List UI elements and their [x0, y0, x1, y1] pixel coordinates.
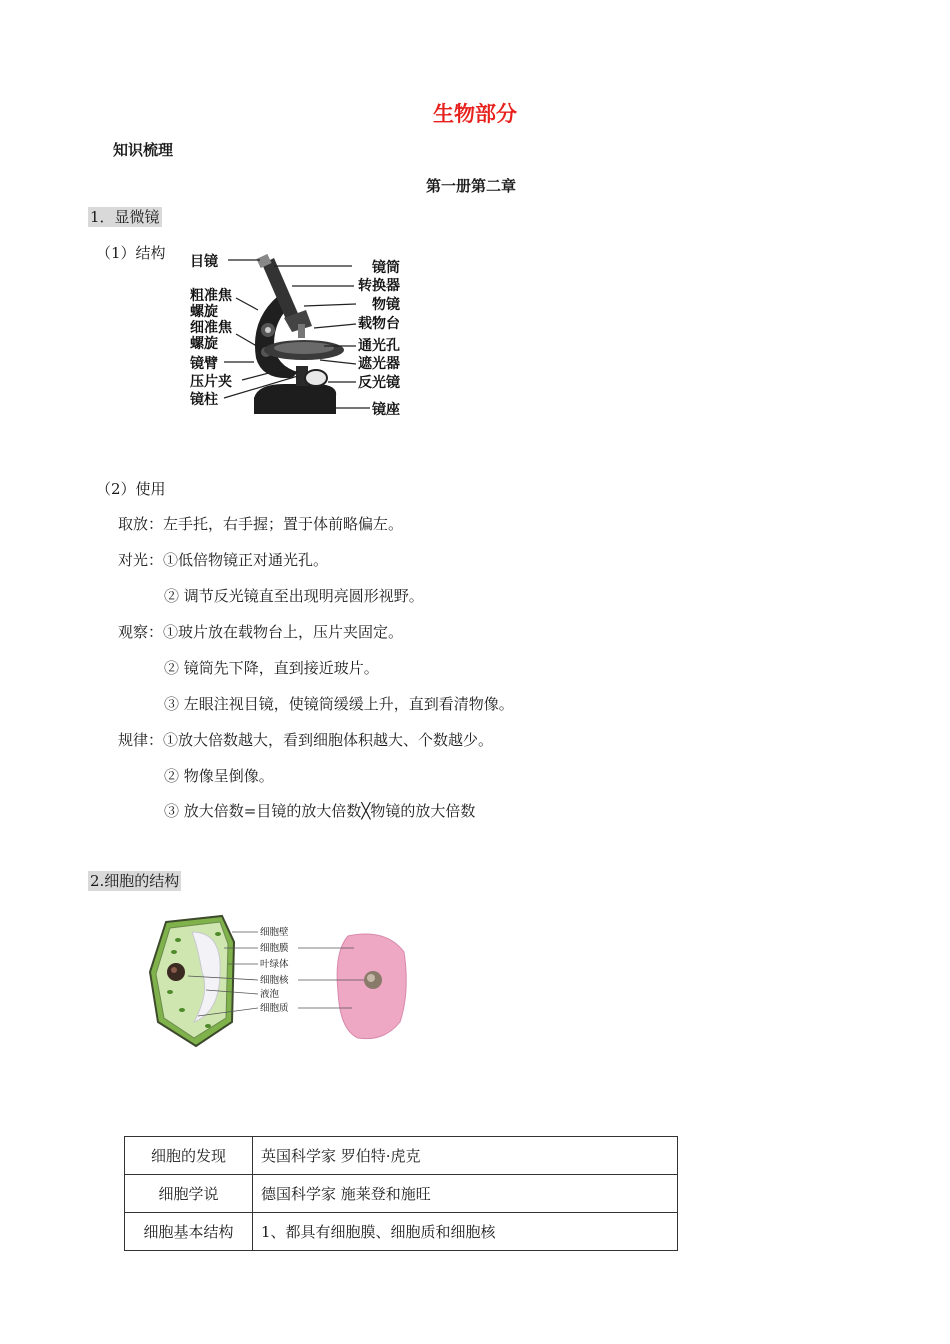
label-clip: 压片夹 — [190, 374, 232, 390]
microscope-diagram — [188, 248, 412, 424]
table-row — [125, 1175, 678, 1213]
usage-line-observe-2: ② 镜筒先下降，直到接近玻片。 — [164, 659, 379, 677]
usage-line-take: 取放：左手托，右手握；置于体前略偏左。 — [118, 515, 404, 533]
table-row — [125, 1137, 678, 1175]
label-mirror: 反光镜 — [358, 375, 400, 391]
label-pillar: 镜柱 — [190, 392, 218, 408]
mirror — [305, 370, 327, 386]
usage-line-rule-3: ③ 放大倍数=目镜的放大倍数╳物镜的放大倍数 — [164, 802, 476, 820]
objective — [298, 324, 305, 338]
microscope-base — [254, 384, 336, 414]
cell-label-wall: 细胞壁 — [260, 927, 289, 938]
label-arm: 镜臂 — [190, 356, 218, 372]
usage-line-rule-2: ② 物像呈倒像。 — [164, 767, 274, 785]
label-nosepiece: 转换器 — [358, 278, 400, 294]
table-row — [125, 1213, 678, 1251]
table-value: 英国科学家 罗伯特·虎克 — [253, 1137, 678, 1175]
table-value: 德国科学家 施莱登和施旺 — [253, 1175, 678, 1213]
cell-diagram — [148, 912, 414, 1048]
table-key: 细胞的发现 — [125, 1137, 253, 1175]
label-objective: 物镜 — [372, 297, 400, 313]
label-diaphragm: 遮光器 — [358, 356, 400, 372]
cell-label-cytoplasm: 细胞质 — [260, 1003, 289, 1014]
usage-line-light-1: 对光：①低倍物镜正对通光孔。 — [118, 551, 329, 569]
table-key: 细胞学说 — [125, 1175, 253, 1213]
section-cell-heading: 2.细胞的结构 — [90, 872, 180, 890]
cell-label-nucleus: 细胞核 — [260, 975, 289, 986]
label-fine-1: 细准焦 — [190, 320, 232, 336]
usage-line-observe-3: ③ 左眼注视目镜，使镜筒缓缓上升，直到看清物像。 — [164, 695, 514, 713]
label-base: 镜座 — [372, 402, 400, 418]
cell-label-chloroplast: 叶绿体 — [260, 959, 289, 970]
chapter-heading: 第一册第二章 — [426, 177, 517, 195]
cell-label-vacuole: 液泡 — [260, 989, 280, 1000]
usage-heading: （2）使用 — [96, 480, 166, 498]
label-stage: 载物台 — [358, 316, 400, 332]
label-aperture: 通光孔 — [358, 338, 400, 354]
label-eyepiece: 目镜 — [190, 254, 218, 270]
usage-line-light-2: ② 调节反光镜直至出现明亮圆形视野。 — [164, 587, 424, 605]
label-tube: 镜筒 — [372, 260, 400, 276]
table-value: 1、都具有细胞膜、细胞质和细胞核 — [253, 1213, 678, 1251]
usage-line-observe-1: 观察：①玻片放在载物台上，压片夹固定。 — [118, 623, 404, 641]
cell-label-membrane: 细胞膜 — [260, 943, 289, 954]
cell-facts-table — [124, 1136, 678, 1251]
label-fine-2: 螺旋 — [190, 336, 218, 352]
table-key: 细胞基本结构 — [125, 1213, 253, 1251]
usage-line-rule-1: 规律：①放大倍数越大，看到细胞体积越大、个数越少。 — [118, 731, 494, 749]
label-coarse-2: 螺旋 — [190, 304, 218, 320]
label-coarse-1: 粗准焦 — [190, 288, 232, 304]
section-microscope-heading: 1．显微镜 — [90, 208, 160, 226]
structure-heading: （1）结构 — [96, 244, 166, 262]
subtitle: 知识梳理 — [113, 141, 174, 159]
page-title: 生物部分 — [433, 102, 517, 126]
